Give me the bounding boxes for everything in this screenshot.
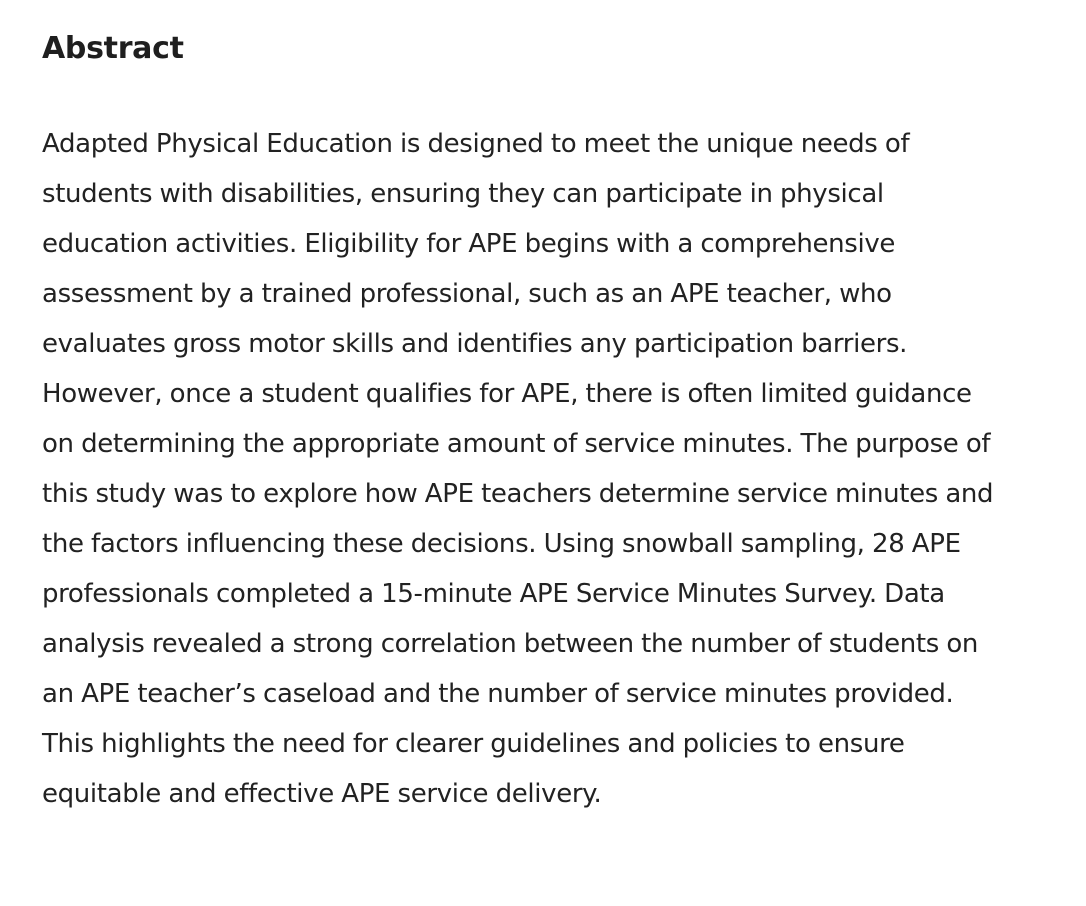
abstract-line: this study was to explore how APE teachers determine service minutes and (42, 479, 994, 509)
abstract-body (42, 119, 1046, 819)
abstract-line: evaluates gross motor skills and identifies any participation barriers. (42, 329, 908, 359)
abstract-heading: Abstract (42, 31, 184, 66)
abstract-line: equitable and effective APE service delivery. (42, 779, 602, 809)
abstract-line: professionals completed a 15-minute APE Service Minutes Survey. Data (42, 579, 945, 609)
abstract-line: analysis revealed a strong correlation between the number of students on (42, 629, 979, 659)
abstract-line: students with disabilities, ensuring they can participate in physical (42, 179, 884, 209)
abstract-line: on determining the appropriate amount of service minutes. The purpose of (42, 429, 991, 459)
abstract-line: Adapted Physical Education is designed to meet the unique needs of (42, 129, 910, 159)
abstract-line: assessment by a trained professional, such as an APE teacher, who (42, 279, 892, 309)
abstract-line: an APE teacher’s caseload and the number of service minutes provided. (42, 679, 954, 709)
abstract-line: This highlights the need for clearer guidelines and policies to ensure (42, 729, 905, 759)
abstract-line: the factors influencing these decisions. Using snowball sampling, 28 APE (42, 529, 961, 559)
abstract-line: education activities. Eligibility for APE begins with a comprehensive (42, 229, 896, 259)
abstract-line: However, once a student qualifies for APE, there is often limited guidance (42, 379, 972, 409)
abstract-section (42, 24, 1046, 819)
